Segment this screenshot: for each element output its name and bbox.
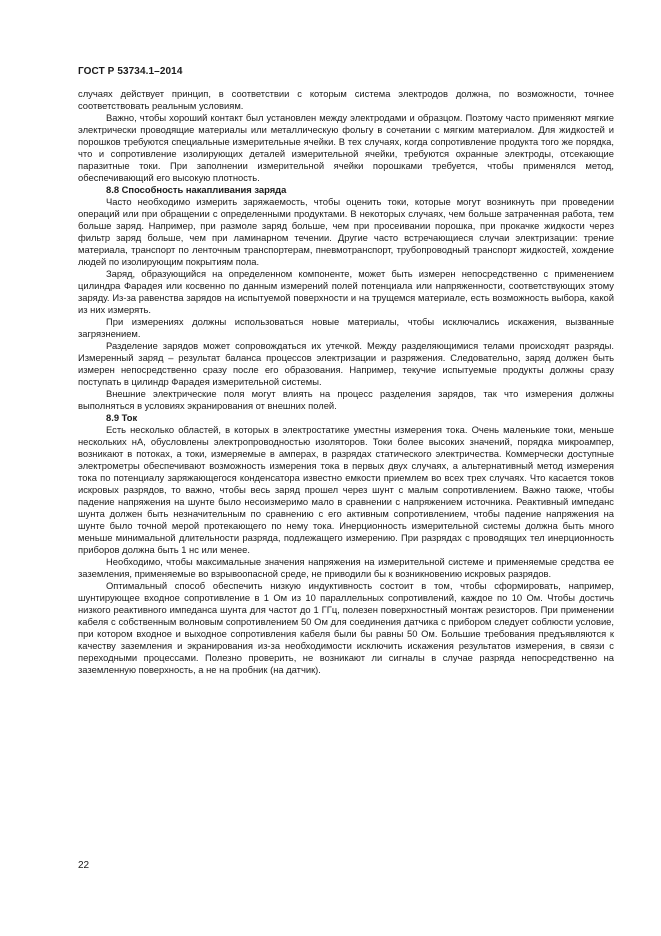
paragraph: При измерениях должны использоваться новые материалы, чтобы исключались искажения, вызванные загрязнением. xyxy=(78,316,614,339)
paragraph-continued: случаях действует принцип, в соответствии с которым система электродов должна, по возможности, точнее соответствовать реальным условиям. xyxy=(78,88,614,111)
standard-header: ГОСТ Р 53734.1–2014 xyxy=(78,66,183,77)
paragraph: Часто необходимо измерить заряжаемость, чтобы оценить токи, которые могут возникнуть при проведении операций или при обращении с определенными продуктами. В некоторых случаях, чем больше затраченная работа, тем больше заряд. Например, при размоле заряд больше, чем при просеивании порошка, при прокачке жидкости через фильтр заряд больше, чем при ламинарном течении. Другие часто встречающиеся случаи электризации: трение материала, транспорт по ленточным транспортерам, пневмотранспорт, трубопроводный транспорт жидкостей, хождение людей по изолирующим покрытиям пола. xyxy=(78,196,614,267)
paragraph: Необходимо, чтобы максимальные значения напряжения на измерительной системе и применяемые средства ее заземления, применяемые во взрывоопасной среде, не приводили бы к возникновению искровых разрядов. xyxy=(78,556,614,579)
page-number: 22 xyxy=(78,860,90,871)
section-heading-8-8: 8.8 Способность накапливания заряда xyxy=(106,184,287,195)
paragraph: Оптимальный способ обеспечить низкую индуктивность состоит в том, чтобы сформировать, например, шунтирующее входное сопротивление в 1 Ом из 10 параллельных сопротивлений, каждое по 10 Ом. Чтобы достичь низкого реактивного импеданса шунта для частот до 1 ГГц, полезен поверхностный монтаж резисторов. При применении кабеля с собственным волновым сопротивлением 50 Ом для соединения датчика с прибором следует соблюсти условие, при котором входное и выходное сопротивления кабеля были бы равны 50 Ом. Большие требования предъявляются к качеству заземления и экранирования из-за необходимости исключить искажения результатов измерения, в связи с переходными процессами. Полезно проверить, не возникают ли сигналы в случае разряда непосредственно на заземленную поверхность, а не на пробник (на датчик). xyxy=(78,580,614,675)
paragraph: Внешние электрические поля могут влиять на процесс разделения зарядов, так что измерения должны выполняться в условиях экранирования от внешних полей. xyxy=(78,388,614,411)
paragraph: Важно, чтобы хороший контакт был установлен между электродами и образцом. Поэтому часто применяют мягкие электрически проводящие материалы или металлическую фольгу в сочетании с мягким материалом. Для жидкостей и порошков требуются специальные измерительные ячейки. В тех случаях, когда сопротивление продукта того же порядка, что и сопротивление изолирующих деталей измерительной ячейки, требуются охранные электроды, отсекающие паразитные токи. При заполнении измерительной ячейки порошками требуется, чтобы применялся метод, обеспечивающий его высокую плотность. xyxy=(78,112,614,183)
document-body xyxy=(78,88,614,676)
section-heading-8-9: 8.9 Ток xyxy=(106,412,138,423)
paragraph: Есть несколько областей, в которых в электростатике уместны измерения тока. Очень маленькие токи, меньше нескольких нА, обусловлены электропроводностью изоляторов. Токи более высоких значений, порядка микроампер, возникают в потоках, а токи, измеряемые в амперах, в разрядах статического электричества. Коммерчески доступные электрометры обеспечивают возможность измерения тока в первых двух случаях, а альтернативный метод измерения тока по потенциалу заряжающегося конденсатора известно емкости приемлем во всех трех случаях. Что касается токов искровых разрядов, то важно, чтобы весь заряд прошел через шунт с малым сопротивлением. Важно также, чтобы падение напряжения на шунте было несоизмеримо мало в сравнении с напряжением источника. Реактивный импеданс шунта должен быть незначительным по сравнению с его активным сопротивлением, чтобы падение напряжения на шунте было точной мерой протекающего по нему тока. Инерционность измерительной системы должна быть много меньше минимальной длительности разряда, подлежащего измерению. При разрядах с проводящих тел инерционность приборов должна быть 1 нс или менее. xyxy=(78,424,614,555)
paragraph: Разделение зарядов может сопровождаться их утечкой. Между разделяющимися телами происходят разряды. Измеренный заряд – результат баланса процессов электризации и разряжения. Следовательно, заряд должен быть измерен непосредственно сразу после его образования. Например, текучие испытуемые продукты должны сразу поступать в цилиндр Фарадея измерительной системы. xyxy=(78,340,614,387)
paragraph: Заряд, образующийся на определенном компоненте, может быть измерен непосредственно с применением цилиндра Фарадея или косвенно по данным измерений полей потенциала или напряженности, соответствующих этому заряду. Из-за равенства зарядов на испытуемой поверхности и на трущемся материале, есть возможность выбора, какой из них измерять. xyxy=(78,268,614,315)
